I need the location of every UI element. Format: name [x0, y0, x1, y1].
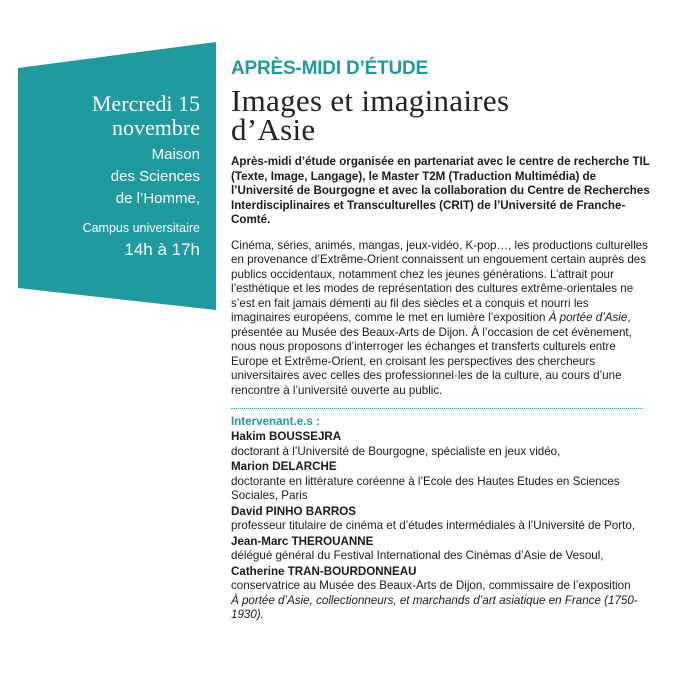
speaker-name: Catherine TRAN-BOURDONNEAU — [231, 564, 417, 578]
speaker-name: Hakim BOUSSEJRA — [231, 430, 342, 443]
exhibition-full-title: À portée d’Asie, collectionneurs, et marchands d’art asiatique en France (1750-1930). — [231, 593, 638, 621]
exhibition-title: À portée d’Asie — [548, 311, 628, 324]
event-venue-line1: Maison — [151, 146, 200, 163]
description-paragraph — [231, 239, 651, 399]
speaker-item — [231, 535, 651, 564]
event-campus: Campus universitaire — [82, 221, 200, 235]
date-banner — [18, 42, 216, 310]
speaker-role — [231, 579, 651, 623]
speaker-item — [231, 505, 651, 534]
speakers-list — [231, 430, 651, 623]
event-date — [83, 92, 200, 140]
section-divider — [231, 408, 643, 409]
page-title — [231, 83, 651, 147]
speaker-item — [231, 430, 651, 459]
event-venue-line2: des Sciences — [110, 168, 200, 185]
event-date-day: Mercredi 15 — [91, 91, 200, 116]
speaker-item — [231, 565, 651, 623]
speaker-role: doctorante en littérature coréenne à l’Ecole des Hautes Etudes en Sciences Sociales, Paris — [231, 474, 620, 502]
main-content — [231, 58, 651, 623]
description-part2: , présentée au Musée des Beaux-Arts de Dijon. À l’occasion de cet évènement, nous nous proposons d’interroger les échanges et transferts culturels entre Europe et Extrême-Orient, en croisant les perspectives des chercheurs universitaires avec celles des professionnel·les de la culture, au cours d’une rencontre à l’université ouverte au public. — [231, 311, 632, 397]
event-time: 14h à 17h — [124, 240, 200, 259]
page-title-line1: Images et imaginaires — [231, 83, 510, 118]
speaker-role: délégué général du Festival International des Cinémas d’Asie de Vesoul, — [231, 549, 604, 562]
speakers-heading: Intervenant.e.s : — [231, 415, 320, 428]
speaker-name: David PINHO BARROS — [231, 504, 356, 518]
description-part1: Cinéma, séries, animés, mangas, jeux-vidéo, K-pop…, les productions culturelles en provenance d’Extrême-Orient connaissent un engouement certain auprès des publics occidentaux, notamment chez les jeunes générations. L’attrait pour l’esthétique et les modes de représentation des cultures extrême-orientales ne s’est en fait jamais démenti au fil des siècles et a conquis et nourri les imaginaires européens, comme le met en lumière l’exposition — [231, 238, 648, 324]
intro-paragraph: Après-midi d’étude organisée en partenariat avec le centre de recherche TIL (Texte, Image, Langage), le Master T2M (Traduction Multimédia) de l’Université de Bourgogne et avec la collaboration du Centre de Recherches Interdisciplinaires et Transculturelles (CRIT) de l’Université de Franche-Comté. — [231, 155, 650, 226]
event-kicker: APRÈS-MIDI D’ÉTUDE — [231, 58, 428, 79]
speaker-name: Marion DELARCHE — [231, 460, 337, 473]
speaker-role: professeur titulaire de cinéma et d’études intermédiales à l’Université de Porto, — [231, 519, 636, 532]
speaker-item — [231, 460, 651, 504]
speaker-role-text: conservatrice au Musée des Beaux-Arts de Dijon, commissaire de l’exposition — [231, 579, 631, 592]
banner-text — [83, 92, 200, 261]
speaker-role: doctorant à l’Université de Bourgogne, spécialiste en jeux vidéo, — [231, 444, 561, 458]
page-title-line2: d’Asie — [231, 112, 316, 147]
event-venue-line3: de l’Homme, — [115, 190, 200, 207]
event-venue — [83, 144, 200, 210]
event-date-month: novembre — [112, 115, 200, 140]
speaker-name: Jean-Marc THEROUANNE — [231, 534, 374, 548]
